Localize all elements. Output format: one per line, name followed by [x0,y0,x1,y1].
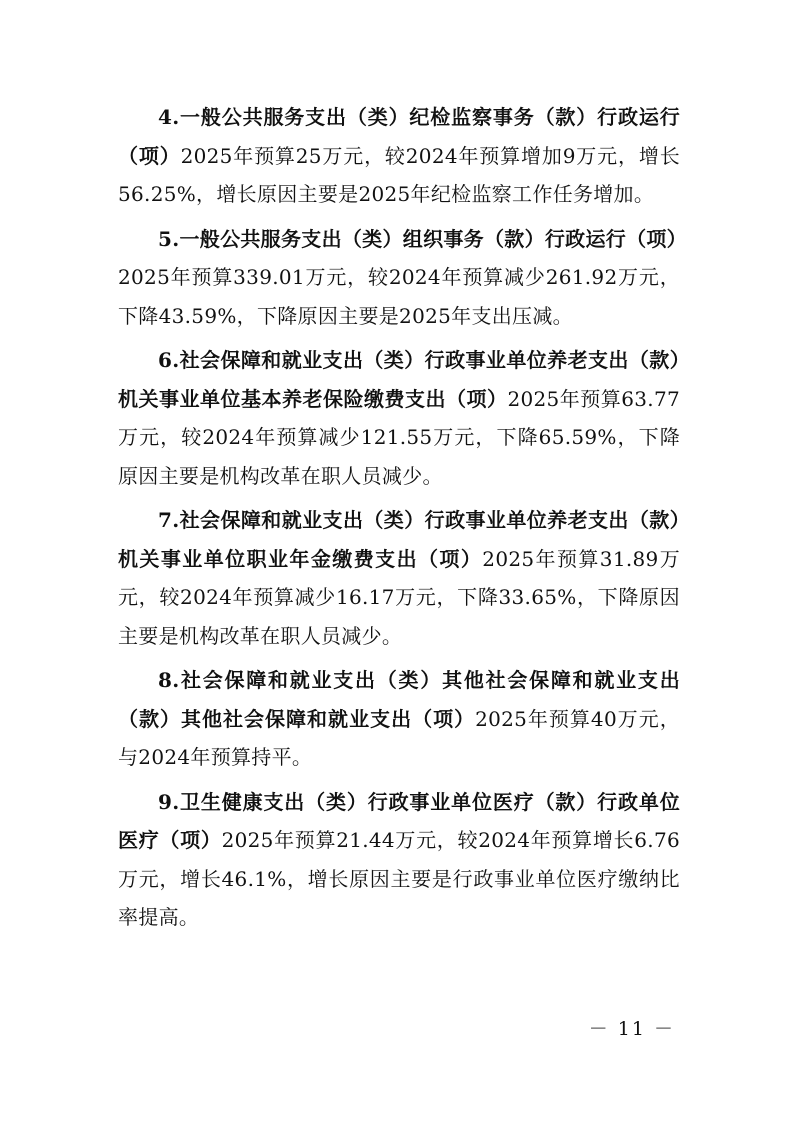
page-number: － 11 － [588,1018,675,1040]
budget-item-body: 2025年预算63.77万元，较2024年预算减少121.55万元，下降65.59%，下降原因主要是机构改革在职人员减少。 [118,386,680,488]
budget-item-paragraph [118,501,680,655]
budget-item-paragraph [118,661,680,777]
budget-item-body: 2025年预算25万元，较2024年预算增加9万元，增长56.25%，增长原因主要是2025年纪检监察工作任务增加。 [118,143,680,206]
document-body [118,98,687,943]
budget-item-heading: 7.社会保障和就业支出（类）行政事业单位养老支出（款）机关事业单位职业年金缴费支出（项） [118,508,680,571]
budget-item-paragraph [118,220,687,336]
budget-item-heading: 9.卫生健康支出（类）行政事业单位医疗（款）行政单位医疗（项） [118,789,680,852]
budget-item-heading: 5.一般公共服务支出（类）组织事务（款）行政运行（项） [158,226,687,251]
budget-item-paragraph [118,783,680,937]
budget-item-heading: 8.社会保障和就业支出（类）其他社会保障和就业支出（款）其他社会保障和就业支出（项） [118,668,680,731]
budget-item-body: 2025年预算31.89万元，较2024年预算减少16.17万元，下降33.65%，下降原因主要是机构改革在职人员减少。 [118,546,680,648]
budget-item-paragraph [118,341,680,495]
budget-item-body: 2025年预算40万元，与2024年预算持平。 [118,706,680,769]
budget-item-heading: 6.社会保障和就业支出（类）行政事业单位养老支出（款）机关事业单位基本养老保险缴费支出（项） [118,348,680,411]
budget-item-paragraph [118,98,680,214]
budget-item-heading: 4.一般公共服务支出（类）纪检监察事务（款）行政运行（项） [118,105,680,168]
budget-item-body: 2025年预算21.44万元，较2024年预算增长6.76万元，增长46.1%，增长原因主要是行政事业单位医疗缴纳比率提高。 [118,828,680,929]
budget-item-body: 2025年预算339.01万元，较2024年预算减少261.92万元，下降43.59%，下降原因主要是2025年支出压减。 [118,265,680,328]
